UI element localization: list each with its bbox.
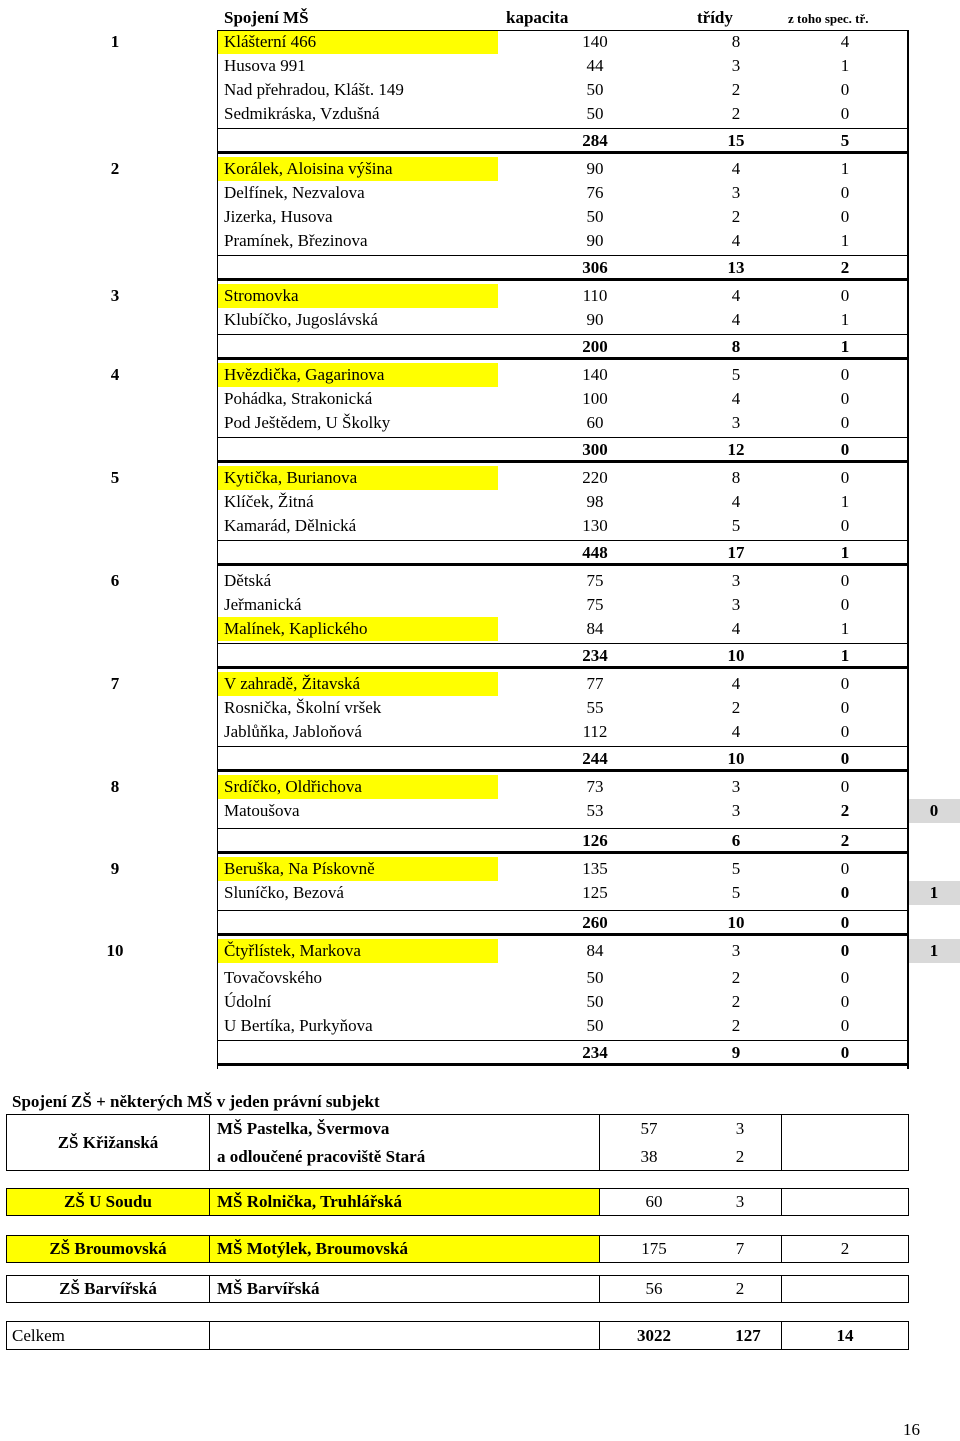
classes-value: 3: [731, 777, 741, 796]
header-capacity: kapacita: [506, 8, 569, 27]
capacity-value: 220: [582, 468, 608, 487]
school-name: Rosnička, Školní vršek: [224, 698, 382, 717]
group-number: 2: [110, 159, 120, 178]
total-classes: 10: [727, 646, 745, 665]
barvirska-block: [6, 1275, 909, 1303]
classes-value: 8: [731, 32, 741, 51]
table-border: [907, 30, 909, 1069]
school-name: Hvězdička, Gagarinova: [218, 363, 498, 387]
classes-value: 3: [731, 571, 741, 590]
capacity-value: 55: [586, 698, 604, 717]
special-value: 0: [840, 516, 850, 535]
group-total-row: [0, 334, 960, 360]
header-special: z toho spec. tř.: [788, 11, 869, 26]
capacity-value: 140: [582, 365, 608, 384]
special-value: 0: [840, 883, 850, 902]
usoudu-cls: 3: [735, 1192, 745, 1211]
group-total-row: [0, 910, 960, 936]
group-total-row: [0, 746, 960, 772]
special-value: 0: [840, 413, 850, 432]
special-value: 0: [840, 207, 850, 226]
capacity-value: 98: [586, 492, 604, 511]
table-row: [0, 720, 960, 744]
school-name: U Bertíka, Purkyňova: [224, 1016, 373, 1035]
capacity-value: 44: [586, 56, 604, 75]
krizanska-cls1: 3: [735, 1119, 745, 1138]
table-row: [0, 205, 960, 229]
special-value: 0: [840, 859, 850, 878]
table-row: [0, 775, 960, 799]
capacity-value: 110: [582, 286, 608, 305]
school-name: Klubíčko, Jugoslávská: [224, 310, 378, 329]
extra-value: 1: [908, 881, 960, 905]
usoudu-block: [6, 1188, 909, 1216]
classes-value: 3: [731, 941, 741, 960]
broumovska-cls: 7: [735, 1239, 745, 1258]
capacity-value: 135: [582, 859, 608, 878]
table-border: [217, 30, 909, 31]
capacity-value: 90: [586, 310, 604, 329]
table-row: [0, 363, 960, 387]
table-row: [0, 672, 960, 696]
group-total-row: [0, 255, 960, 281]
broumovska-spc: 2: [840, 1239, 850, 1258]
table-row: [0, 157, 960, 181]
total-capacity: 234: [582, 1043, 608, 1062]
total-capacity: 244: [582, 749, 608, 768]
total-block: [6, 1321, 909, 1350]
total-capacity: 306: [582, 258, 608, 277]
school-name: Klíček, Žitná: [224, 492, 314, 511]
total-classes: 6: [731, 831, 741, 850]
capacity-value: 90: [586, 159, 604, 178]
classes-value: 3: [731, 183, 741, 202]
table-row: [0, 387, 960, 411]
total-capacity: 284: [582, 131, 608, 150]
table-row: [0, 990, 960, 1014]
classes-value: 4: [731, 231, 741, 250]
header-classes: třídy: [697, 8, 733, 27]
capacity-value: 84: [586, 619, 604, 638]
special-value: 1: [840, 231, 850, 250]
total-capacity: 300: [582, 440, 608, 459]
total-classes: 17: [727, 543, 745, 562]
school-name: Kamarád, Dělnická: [224, 516, 357, 535]
table-row: [0, 411, 960, 435]
group-total-row: [0, 643, 960, 669]
school-name: Delfínek, Nezvalova: [224, 183, 365, 202]
table-row: [0, 54, 960, 78]
capacity-value: 84: [586, 941, 604, 960]
table-row: [0, 514, 960, 538]
special-value: 1: [840, 619, 850, 638]
classes-value: 4: [731, 674, 741, 693]
table-row: [0, 799, 960, 823]
group-number: 1: [110, 32, 120, 51]
group-number: 9: [110, 859, 120, 878]
school-name: Jablůňka, Jabloňová: [224, 722, 362, 741]
ms-barvirska: MŠ Barvířská: [217, 1279, 320, 1298]
capacity-value: 130: [582, 516, 608, 535]
total-capacity: 448: [582, 543, 608, 562]
total-spc: 14: [836, 1325, 854, 1345]
table-row: [0, 569, 960, 593]
group-number: 8: [110, 777, 120, 796]
group-total-row: [0, 540, 960, 566]
group-total-row: [0, 128, 960, 154]
capacity-value: 77: [586, 674, 604, 693]
special-value: 0: [840, 968, 850, 987]
capacity-value: 100: [582, 389, 608, 408]
special-value: 0: [840, 674, 850, 693]
table-row: [0, 181, 960, 205]
total-special: 0: [840, 1043, 850, 1062]
extra-value: 1: [908, 939, 960, 963]
zs-barvirska: ZŠ Barvířská: [59, 1279, 157, 1298]
usoudu-cap: 60: [645, 1192, 663, 1211]
zs-krizanska: ZŠ Křižanská: [57, 1132, 159, 1152]
capacity-value: 125: [582, 883, 608, 902]
school-name: Tovačovského: [224, 968, 322, 987]
table-row: [0, 229, 960, 253]
group-number: 3: [110, 286, 120, 305]
classes-value: 2: [731, 698, 741, 717]
group-total-row: [0, 1040, 960, 1066]
lower-title: Spojení ZŠ + některých MŠ v jeden právní subjekt: [12, 1092, 380, 1111]
header-name: Spojení MŠ: [224, 8, 309, 27]
table-row: [0, 939, 960, 963]
table-row: [0, 857, 960, 881]
classes-value: 2: [731, 207, 741, 226]
krizanska-block: [6, 1114, 909, 1171]
special-value: 0: [840, 468, 850, 487]
classes-value: 4: [731, 492, 741, 511]
total-special: 0: [840, 440, 850, 459]
page-number: 16: [903, 1420, 920, 1439]
ms-motylek: MŠ Motýlek, Broumovská: [210, 1236, 599, 1262]
special-value: 0: [840, 698, 850, 717]
table-row: [0, 881, 960, 905]
classes-value: 2: [731, 968, 741, 987]
capacity-value: 140: [582, 32, 608, 51]
capacity-value: 50: [586, 80, 604, 99]
special-value: 0: [840, 941, 850, 960]
group-number: 4: [110, 365, 120, 384]
capacity-value: 50: [586, 968, 604, 987]
special-value: 1: [840, 159, 850, 178]
special-value: 0: [840, 992, 850, 1011]
group-number: 10: [106, 941, 124, 960]
extra-value: 0: [908, 799, 960, 823]
special-value: 0: [840, 104, 850, 123]
krizanska-cap2: 38: [640, 1147, 658, 1166]
school-name: Čtyřlístek, Markova: [218, 939, 498, 963]
classes-value: 2: [731, 992, 741, 1011]
classes-value: 2: [731, 1016, 741, 1035]
school-name: Sedmikráska, Vzdušná: [224, 104, 380, 123]
total-capacity: 260: [582, 913, 608, 932]
broumovska-block: [6, 1235, 909, 1263]
total-classes: 15: [727, 131, 745, 150]
table-row: [0, 617, 960, 641]
capacity-value: 76: [586, 183, 604, 202]
special-value: 4: [840, 32, 850, 51]
group-total-row: [0, 437, 960, 463]
total-special: 1: [840, 337, 850, 356]
total-special: 0: [840, 749, 850, 768]
classes-value: 4: [731, 722, 741, 741]
capacity-value: 73: [586, 777, 604, 796]
table-row: [0, 30, 960, 54]
krizanska-cls2: 2: [735, 1147, 745, 1166]
classes-value: 5: [731, 516, 741, 535]
table-row: [0, 102, 960, 126]
total-special: 1: [840, 543, 850, 562]
capacity-value: 90: [586, 231, 604, 250]
capacity-value: 50: [586, 104, 604, 123]
barvirska-cap: 56: [645, 1279, 663, 1298]
group-total-row: [0, 828, 960, 854]
school-name: Malínek, Kaplického: [218, 617, 498, 641]
krizanska-cap1: 57: [640, 1119, 658, 1138]
school-name: Nad přehradou, Klášt. 149: [224, 80, 404, 99]
group-number: 5: [110, 468, 120, 487]
group-number: 7: [110, 674, 120, 693]
capacity-value: 50: [586, 1016, 604, 1035]
school-name: Pohádka, Strakonická: [224, 389, 373, 408]
total-special: 2: [840, 831, 850, 850]
special-value: 0: [840, 80, 850, 99]
school-name: Údolní: [224, 992, 272, 1011]
table-border: [217, 30, 218, 1069]
table-row: [0, 966, 960, 990]
classes-value: 3: [731, 801, 741, 820]
total-capacity: 126: [582, 831, 608, 850]
school-name: Korálek, Aloisina výšina: [218, 157, 498, 181]
total-special: 0: [840, 913, 850, 932]
classes-value: 4: [731, 389, 741, 408]
zs-usoudu: ZŠ U Soudu: [7, 1189, 209, 1215]
classes-value: 4: [731, 310, 741, 329]
school-name: Beruška, Na Pískovně: [218, 857, 498, 881]
ms-stara: a odloučené pracoviště Stará: [217, 1147, 426, 1166]
table-row: [0, 1014, 960, 1038]
barvirska-cls: 2: [735, 1279, 745, 1298]
school-name: Husova 991: [224, 56, 306, 75]
classes-value: 5: [731, 859, 741, 878]
special-value: 0: [840, 183, 850, 202]
classes-value: 2: [731, 80, 741, 99]
capacity-value: 50: [586, 207, 604, 226]
total-classes: 12: [727, 440, 745, 459]
school-name: Jizerka, Husova: [224, 207, 333, 226]
special-value: 0: [840, 595, 850, 614]
capacity-value: 75: [586, 595, 604, 614]
school-name: Kytička, Burianova: [218, 466, 498, 490]
total-classes: 8: [731, 337, 741, 356]
table-row: [0, 78, 960, 102]
table-row: [0, 490, 960, 514]
special-value: 0: [840, 722, 850, 741]
special-value: 0: [840, 389, 850, 408]
table-row: [0, 308, 960, 332]
special-value: 0: [840, 1016, 850, 1035]
special-value: 2: [840, 801, 850, 820]
table-row: [0, 466, 960, 490]
school-name: Klášterní 466: [218, 30, 498, 54]
ms-rolnicka: MŠ Rolnička, Truhlářská: [210, 1189, 599, 1215]
capacity-value: 50: [586, 992, 604, 1011]
classes-value: 5: [731, 883, 741, 902]
special-value: 0: [840, 571, 850, 590]
capacity-value: 75: [586, 571, 604, 590]
total-cls: 127: [735, 1325, 761, 1345]
classes-value: 4: [731, 619, 741, 638]
total-special: 1: [840, 646, 850, 665]
total-cap: 3022: [637, 1325, 671, 1345]
special-value: 1: [840, 310, 850, 329]
group-number: 6: [110, 571, 120, 590]
ms-pastelka: MŠ Pastelka, Švermova: [217, 1119, 390, 1138]
total-special: 5: [840, 131, 850, 150]
broumovska-cap: 175: [641, 1239, 667, 1258]
classes-value: 4: [731, 286, 741, 305]
school-name: Pramínek, Březinova: [224, 231, 368, 250]
special-value: 1: [840, 492, 850, 511]
school-name: V zahradě, Žitavská: [218, 672, 498, 696]
table-row: [0, 696, 960, 720]
special-value: 0: [840, 365, 850, 384]
classes-value: 5: [731, 365, 741, 384]
zs-broumovska: ZŠ Broumovská: [7, 1236, 209, 1262]
classes-value: 3: [731, 413, 741, 432]
capacity-value: 60: [586, 413, 604, 432]
total-label: Celkem: [12, 1325, 65, 1345]
classes-value: 3: [731, 595, 741, 614]
total-capacity: 200: [582, 337, 608, 356]
capacity-value: 112: [582, 722, 608, 741]
classes-value: 8: [731, 468, 741, 487]
classes-value: 3: [731, 56, 741, 75]
school-name: Pod Ještědem, U Školky: [224, 413, 391, 432]
total-capacity: 234: [582, 646, 608, 665]
total-classes: 10: [727, 913, 745, 932]
classes-value: 2: [731, 104, 741, 123]
capacity-value: 53: [586, 801, 604, 820]
school-name: Srdíčko, Oldřichova: [218, 775, 498, 799]
total-classes: 10: [727, 749, 745, 768]
school-name: Sluníčko, Bezová: [224, 883, 344, 902]
total-classes: 13: [727, 258, 745, 277]
special-value: 0: [840, 286, 850, 305]
total-special: 2: [840, 258, 850, 277]
school-name: Stromovka: [218, 284, 498, 308]
table-row: [0, 593, 960, 617]
table-row: [0, 284, 960, 308]
school-name: Dětská: [224, 571, 272, 590]
special-value: 1: [840, 56, 850, 75]
school-name: Jeřmanická: [224, 595, 302, 614]
total-classes: 9: [731, 1043, 741, 1062]
special-value: 0: [840, 777, 850, 796]
classes-value: 4: [731, 159, 741, 178]
school-name: Matoušova: [224, 801, 300, 820]
